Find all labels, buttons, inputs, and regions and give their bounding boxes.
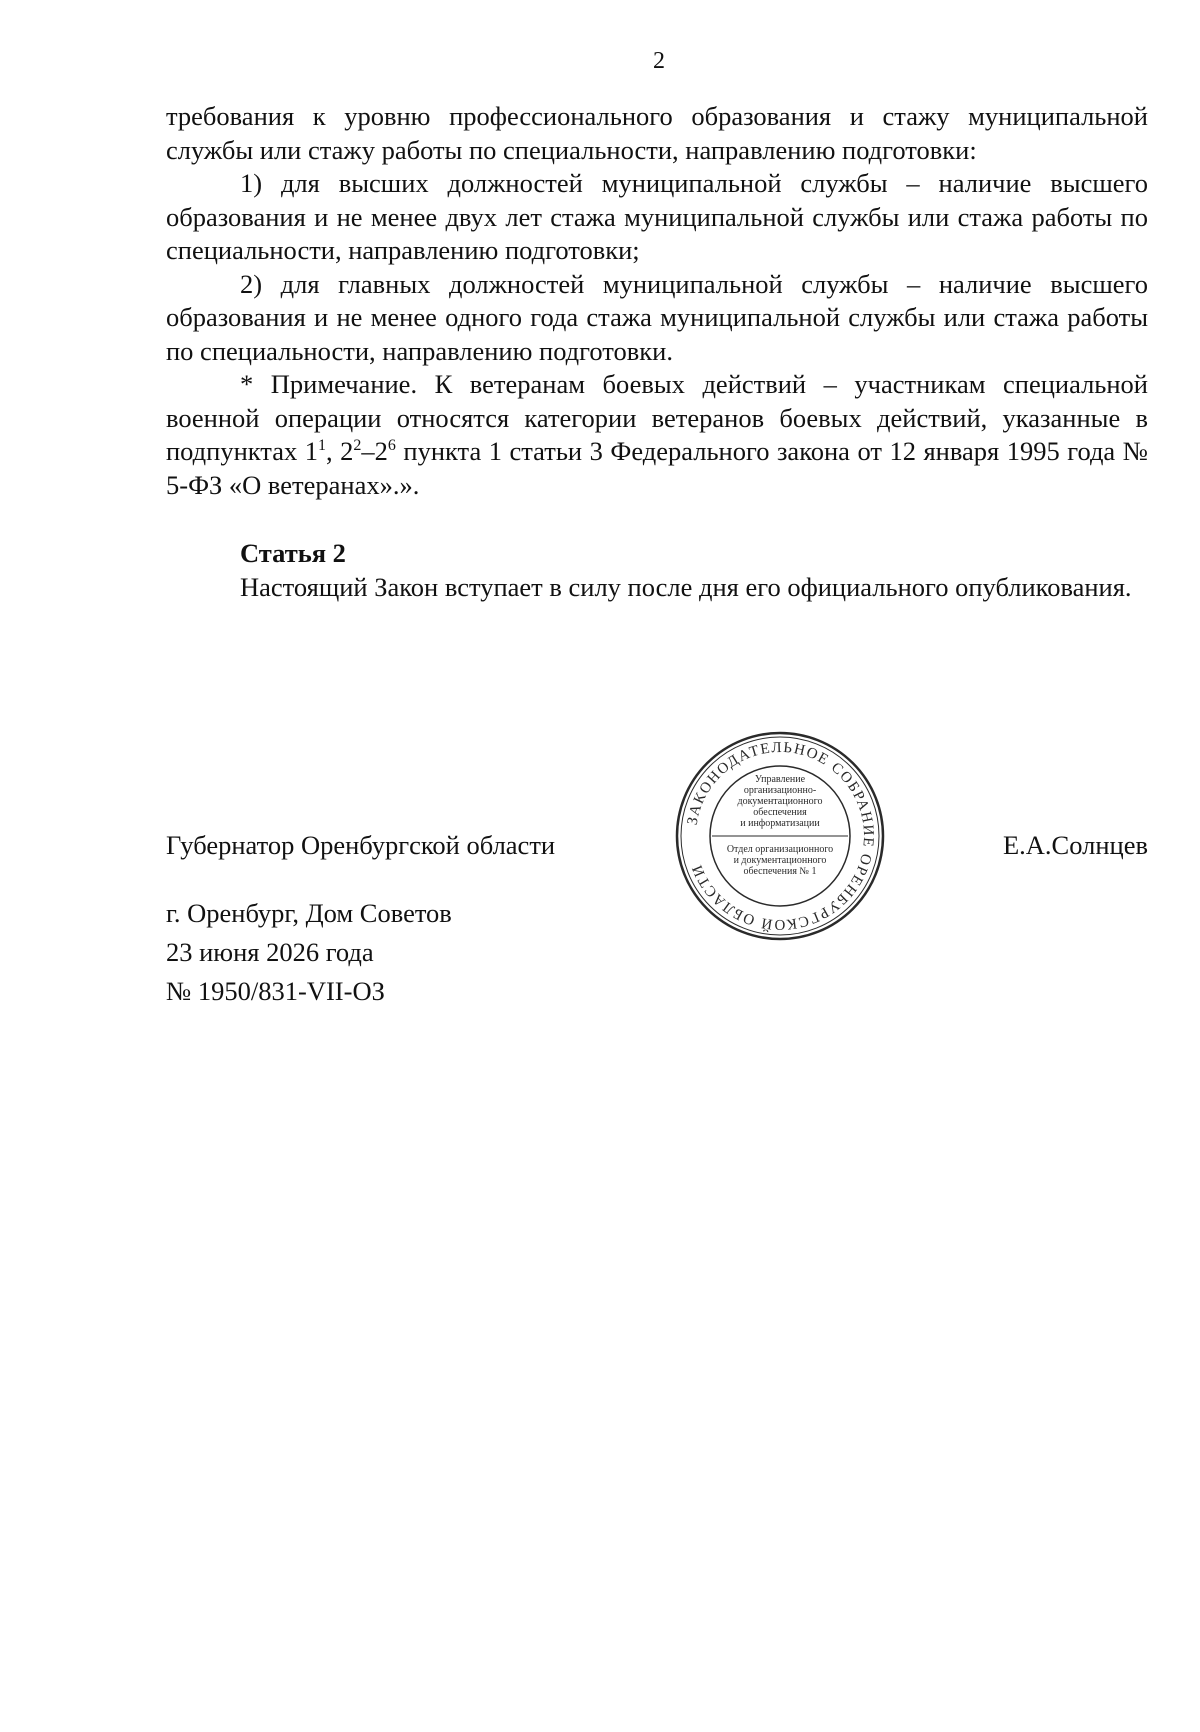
note-superscript-1: 1	[317, 437, 326, 455]
note-superscript-2: 2	[353, 437, 362, 455]
document-number: № 1950/831-VII-ОЗ	[166, 976, 385, 1006]
article-heading: Статья 2	[240, 538, 346, 568]
signing-date: 23 июня 2026 года	[166, 937, 374, 967]
note-text-1: * Примечание. К ветеранам боевых действий – участникам специальной военной операции относятся категории ветеранов боевых действий, указанные в подпунктах 1	[166, 369, 1148, 466]
paragraph-item-1: 1) для высших должностей муниципальной службы – наличие высшего образования и не менее двух лет стажа муниципальной службы или стажа работы по специальности, направлению подготовки;	[166, 168, 1148, 265]
article-text: Настоящий Закон вступает в силу после дня его официального опубликования.	[240, 572, 1132, 602]
note-text-4: пункта 1 статьи 3 Федерального закона от 12 января 1995 года № 5-ФЗ «О ветеранах».».	[166, 436, 1148, 500]
seal-inner-line: Управление	[754, 774, 806, 785]
document-body	[166, 100, 1148, 502]
signatory-title: Губернатор Оренбургской области	[166, 830, 556, 860]
seal-inner-line: Отдел организационного	[726, 844, 834, 855]
page-number: 2	[653, 48, 665, 74]
seal-outer-text: ЗАКОНОДАТЕЛЬНОЕ СОБРАНИЕ ОРЕНБУРГСКОЙ ОБЛАСТИ	[684, 739, 877, 933]
note-text-3: –2	[361, 436, 388, 466]
note-text-2: , 2	[325, 436, 354, 466]
signing-details	[166, 894, 452, 1011]
article-body	[166, 570, 1148, 604]
paragraph-item-2: 2) для главных должностей муниципальной службы – наличие высшего образования и не менее одного года стажа муниципальной службы или стажа работы по специальности, направлению подготовки.	[166, 268, 1148, 366]
seal-inner-line: обеспечения № 1	[743, 866, 817, 877]
signing-place: г. Оренбург, Дом Советов	[166, 898, 452, 928]
seal-inner-line: организационно-	[743, 785, 817, 796]
seal-inner-line: обеспечения	[753, 807, 807, 818]
seal-inner-line: документационного	[737, 796, 823, 807]
seal-inner-line: и документационного	[733, 855, 827, 866]
seal-inner-line: и информатизации	[740, 818, 820, 829]
note-paragraph	[166, 368, 1148, 502]
note-superscript-3: 6	[387, 437, 396, 455]
paragraph-intro: требования к уровню профессионального образования и стажу муниципальной службы или стажу работы по специальности, направлению подготовки:	[166, 101, 1148, 165]
official-seal-stamp	[674, 730, 886, 942]
signatory-name: Е.А.Солнцев	[1002, 830, 1148, 860]
